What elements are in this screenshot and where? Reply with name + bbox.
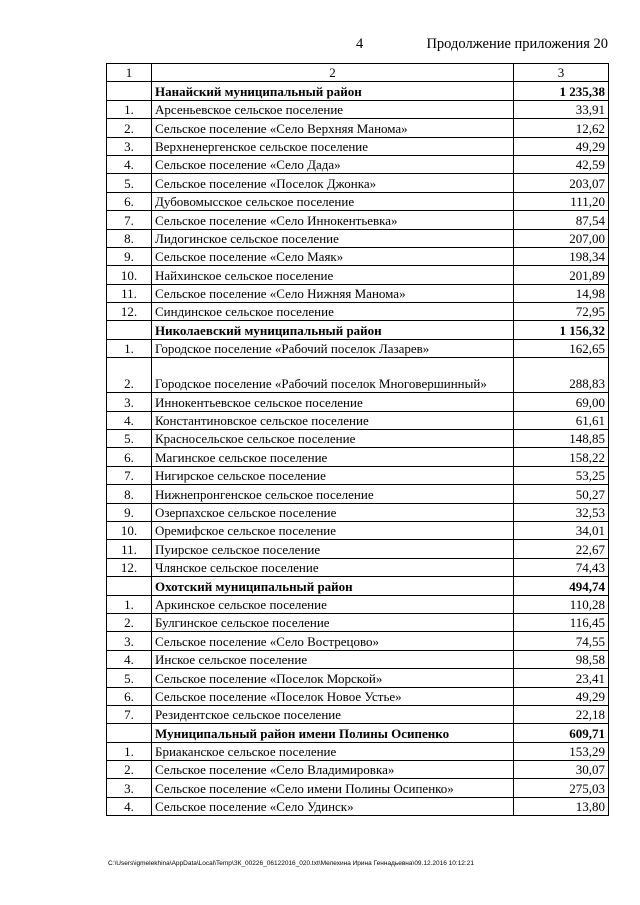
appendix-continuation-title: Продолжение приложения 20	[426, 36, 608, 52]
settlement-name: Сельское поселение «Село Удинск»	[152, 797, 514, 815]
settlement-name: Сельское поселение «Село Нижняя Манома»	[152, 284, 514, 302]
column-number-3: 3	[514, 64, 609, 82]
amount-value: 162,65	[514, 339, 609, 357]
table-row	[107, 284, 609, 302]
settlement-name: Дубовомысское сельское поселение	[152, 192, 514, 210]
amount-value: 288,83	[514, 358, 609, 393]
row-number: 3.	[107, 779, 152, 797]
table-row	[107, 779, 609, 797]
table-row	[107, 540, 609, 558]
settlement-name: Сельское поселение «Поселок Джонка»	[152, 174, 514, 192]
amount-value: 609,71	[514, 724, 609, 742]
table-row	[107, 503, 609, 521]
row-number: 7.	[107, 211, 152, 229]
row-number: 1.	[107, 339, 152, 357]
settlement-name: Сельское поселение «Село Владимировка»	[152, 761, 514, 779]
amount-value: 69,00	[514, 393, 609, 411]
row-number: 8.	[107, 229, 152, 247]
row-number: 5.	[107, 430, 152, 448]
amount-value: 22,67	[514, 540, 609, 558]
row-number: 9.	[107, 247, 152, 265]
table-row	[107, 705, 609, 723]
table-row	[107, 485, 609, 503]
row-number	[107, 321, 152, 339]
table-row	[107, 558, 609, 576]
row-number: 1.	[107, 100, 152, 118]
column-number-row	[107, 64, 609, 82]
amount-value: 98,58	[514, 650, 609, 668]
table-row	[107, 761, 609, 779]
amount-value: 494,74	[514, 577, 609, 595]
settlement-name: Верхненергенское сельское поселение	[152, 137, 514, 155]
district-name: Муниципальный район имени Полины Осипенко	[152, 724, 514, 742]
settlement-name: Найхинское сельское поселение	[152, 266, 514, 284]
district-row	[107, 321, 609, 339]
table-row	[107, 466, 609, 484]
table-row	[107, 595, 609, 613]
table-row	[107, 229, 609, 247]
row-number: 7.	[107, 466, 152, 484]
amount-value: 42,59	[514, 155, 609, 173]
amount-value: 1 156,32	[514, 321, 609, 339]
row-number: 12.	[107, 303, 152, 321]
settlement-name: Сельское поселение «Село имени Полины Осипенко»	[152, 779, 514, 797]
table-row	[107, 797, 609, 815]
table-row	[107, 687, 609, 705]
row-number: 10.	[107, 521, 152, 539]
row-number: 11.	[107, 540, 152, 558]
amount-value: 74,43	[514, 558, 609, 576]
amount-value: 23,41	[514, 669, 609, 687]
row-number: 7.	[107, 705, 152, 723]
settlement-name: Сельское поселение «Село Вострецово»	[152, 632, 514, 650]
row-number: 1.	[107, 742, 152, 760]
settlement-name: Нигирское сельское поселение	[152, 466, 514, 484]
table-row	[107, 650, 609, 668]
row-number: 6.	[107, 192, 152, 210]
table-row	[107, 155, 609, 173]
amount-value: 201,89	[514, 266, 609, 284]
amount-value: 12,62	[514, 119, 609, 137]
amount-value: 14,98	[514, 284, 609, 302]
row-number: 5.	[107, 174, 152, 192]
table-row	[107, 669, 609, 687]
settlement-name: Инское сельское поселение	[152, 650, 514, 668]
table-row	[107, 174, 609, 192]
settlement-name: Сельское поселение «Село Маяк»	[152, 247, 514, 265]
row-number: 11.	[107, 284, 152, 302]
settlement-name: Иннокентьевское сельское поселение	[152, 393, 514, 411]
file-path-footer: C:\Users\igmelekhina\AppData\Local\Temp\ЗК_00226_06122016_020.txt\Мелехина Ирина Геннадьевна\09.12.2016 10:12:21	[108, 860, 474, 867]
settlement-name: Озерпахское сельское поселение	[152, 503, 514, 521]
district-row	[107, 82, 609, 100]
settlement-name: Синдинское сельское поселение	[152, 303, 514, 321]
row-number: 6.	[107, 448, 152, 466]
district-name: Нанайский муниципальный район	[152, 82, 514, 100]
settlement-name: Булгинское сельское поселение	[152, 613, 514, 631]
settlement-name: Нижнепронгенское сельское поселение	[152, 485, 514, 503]
settlement-name: Городское поселение «Рабочий поселок Многовершинный»	[152, 358, 514, 393]
table-row	[107, 613, 609, 631]
table-row	[107, 339, 609, 357]
row-number: 4.	[107, 797, 152, 815]
amount-value: 13,80	[514, 797, 609, 815]
row-number	[107, 82, 152, 100]
row-number: 6.	[107, 687, 152, 705]
amount-value: 32,53	[514, 503, 609, 521]
amount-value: 111,20	[514, 192, 609, 210]
district-name: Охотский муниципальный район	[152, 577, 514, 595]
settlement-name: Сельское поселение «Поселок Новое Устье»	[152, 687, 514, 705]
amount-value: 198,34	[514, 247, 609, 265]
table-row	[107, 430, 609, 448]
row-number: 3.	[107, 632, 152, 650]
row-number	[107, 724, 152, 742]
amount-value: 110,28	[514, 595, 609, 613]
row-number	[107, 577, 152, 595]
settlement-name: Бриаканское сельское поселение	[152, 742, 514, 760]
amount-value: 207,00	[514, 229, 609, 247]
row-number: 5.	[107, 669, 152, 687]
row-number: 1.	[107, 595, 152, 613]
amount-value: 49,29	[514, 687, 609, 705]
row-number: 12.	[107, 558, 152, 576]
settlement-name: Резидентское сельское поселение	[152, 705, 514, 723]
amount-value: 22,18	[514, 705, 609, 723]
settlement-name: Аркинское сельское поселение	[152, 595, 514, 613]
settlement-name: Пуирское сельское поселение	[152, 540, 514, 558]
amount-value: 72,95	[514, 303, 609, 321]
row-number: 3.	[107, 137, 152, 155]
amount-value: 34,01	[514, 521, 609, 539]
amount-value: 1 235,38	[514, 82, 609, 100]
column-number-2: 2	[152, 64, 514, 82]
row-number: 3.	[107, 393, 152, 411]
table-row	[107, 119, 609, 137]
settlement-name: Сельское поселение «Поселок Морской»	[152, 669, 514, 687]
settlement-name: Константиновское сельское поселение	[152, 411, 514, 429]
amount-value: 87,54	[514, 211, 609, 229]
column-number-1: 1	[107, 64, 152, 82]
amount-value: 33,91	[514, 100, 609, 118]
row-number: 2.	[107, 761, 152, 779]
table-row	[107, 448, 609, 466]
settlement-name: Сельское поселение «Село Иннокентьевка»	[152, 211, 514, 229]
district-row	[107, 724, 609, 742]
amount-value: 153,29	[514, 742, 609, 760]
district-name: Николаевский муниципальный район	[152, 321, 514, 339]
settlement-name: Сельское поселение «Село Верхняя Манома»	[152, 119, 514, 137]
amount-value: 275,03	[514, 779, 609, 797]
district-row	[107, 577, 609, 595]
settlement-name: Лидогинское сельское поселение	[152, 229, 514, 247]
table-row	[107, 100, 609, 118]
table-row	[107, 192, 609, 210]
amount-value: 53,25	[514, 466, 609, 484]
table-row	[107, 521, 609, 539]
amount-value: 30,07	[514, 761, 609, 779]
table-row	[107, 411, 609, 429]
table-row	[107, 393, 609, 411]
amount-value: 50,27	[514, 485, 609, 503]
amount-value: 49,29	[514, 137, 609, 155]
amount-value: 61,61	[514, 411, 609, 429]
row-number: 8.	[107, 485, 152, 503]
page-number: 4	[356, 36, 364, 52]
row-number: 2.	[107, 119, 152, 137]
settlement-name: Красносельское сельское поселение	[152, 430, 514, 448]
table-row	[107, 632, 609, 650]
amount-value: 116,45	[514, 613, 609, 631]
settlement-name: Члянское сельское поселение	[152, 558, 514, 576]
settlement-name: Сельское поселение «Село Дада»	[152, 155, 514, 173]
row-number: 2.	[107, 613, 152, 631]
table-row	[107, 358, 609, 393]
row-number: 4.	[107, 650, 152, 668]
table-row	[107, 266, 609, 284]
row-number: 2.	[107, 358, 152, 393]
table-row	[107, 247, 609, 265]
settlement-name: Магинское сельское поселение	[152, 448, 514, 466]
table-row	[107, 137, 609, 155]
row-number: 4.	[107, 411, 152, 429]
row-number: 10.	[107, 266, 152, 284]
settlement-name: Арсеньевское сельское поселение	[152, 100, 514, 118]
settlement-name: Городское поселение «Рабочий поселок Лазарев»	[152, 339, 514, 357]
table-row	[107, 303, 609, 321]
amount-value: 203,07	[514, 174, 609, 192]
settlement-name: Оремифское сельское поселение	[152, 521, 514, 539]
amount-value: 74,55	[514, 632, 609, 650]
row-number: 4.	[107, 155, 152, 173]
table-row	[107, 211, 609, 229]
amount-value: 158,22	[514, 448, 609, 466]
allocation-table	[106, 63, 609, 816]
table-row	[107, 742, 609, 760]
row-number: 9.	[107, 503, 152, 521]
amount-value: 148,85	[514, 430, 609, 448]
